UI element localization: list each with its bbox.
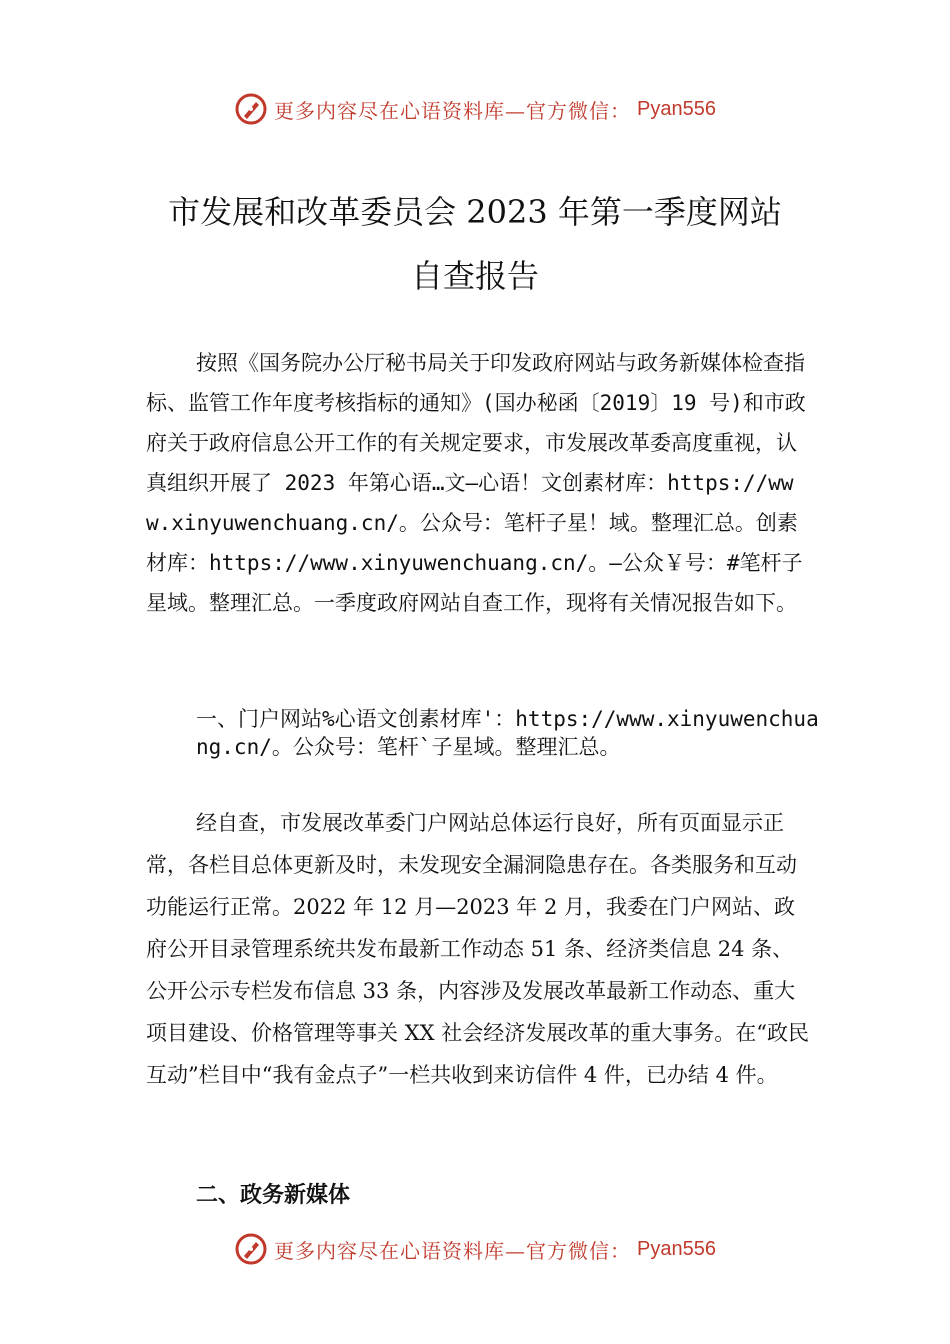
title-line-1: 市发展和改革委员会 2023 年第一季度网站 [168,193,782,231]
paragraph-self-check: 经自查，市发展改革委门户网站总体运行良好，所有页面显示正常，各栏目总体更新及时，未发现安全漏洞隐患存在。各类服务和互动功能运行正常。2022 年 12 月—2023 年 2 月，我委在门户网站、政府公开目录管理系统共发布最新工作动态 51 条、经济类信息 24 条、公开公示专栏发布信息 33 条，内容涉及发展改革最新工作动态、重大项目建设、价格管理等事关 XX 社会经济发展改革的重大事务。在“政民互动”栏目中“我有金点子”一栏共收到来访信件 4 件，已办结 4 件。 [146,811,809,1087]
document-title [0,180,950,308]
paragraph-intro: 按照《国务院办公厅秘书局关于印发政府网站与政务新媒体检查指标、监管工作年度考核指标的通知》(国办秘函〔2019〕19 号)和市政府关于政府信息公开工作的有关规定要求，市发展改革委高度重视，认真组织开展了 2023 年第心语…文—心语！文创素材库：https://www.xinyuwenchuang.cn/。公众号：笔杆子星！域。整理汇总。创素材库：https://www.xinyuwenchuang.cn/。—公众￥号：#笔杆子星域。整理汇总。一季度政府网站自查工作，现将有关情况报告如下。 [146,351,806,615]
banner-wechat-id: Pyan556 [637,1237,716,1260]
section-heading-2: 二、政务新媒体 [196,1183,351,1208]
banner-wechat-id: Pyan556 [637,97,716,120]
pen-nib-logo-icon [234,92,268,126]
footer-banner [0,1232,950,1272]
pen-nib-logo-icon [234,1232,268,1266]
section-heading-1: 一、门户网站%心语文创素材库'：https://www.xinyuwenchuang.cn/。公众号：笔杆`子星域。整理汇总。 [196,707,819,759]
header-banner [0,92,950,132]
banner-text: 更多内容尽在心语资料库—官方微信： [274,1238,632,1263]
banner-text: 更多内容尽在心语资料库—官方微信： [274,98,632,123]
title-line-2: 自查报告 [410,257,539,295]
